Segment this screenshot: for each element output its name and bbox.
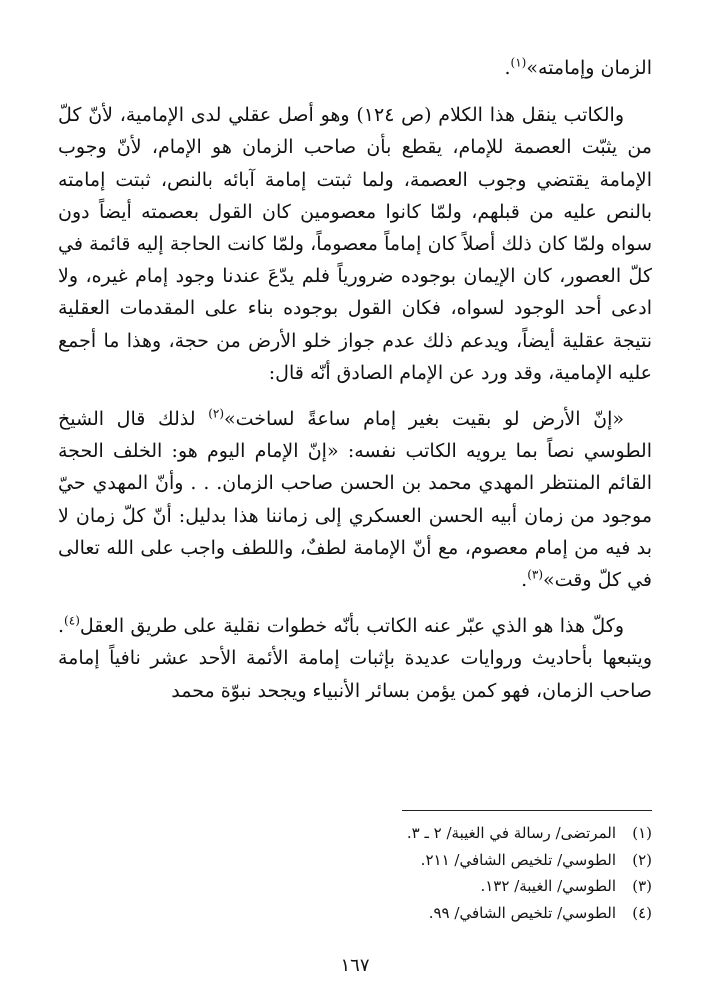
footnote-4 bbox=[58, 900, 652, 927]
paragraph-end: . bbox=[521, 569, 528, 592]
paragraph-continuation bbox=[58, 52, 652, 84]
footnote-number: (٢) bbox=[632, 850, 652, 869]
footnote-ref-4[interactable]: (٤) bbox=[64, 613, 80, 628]
quote-text: «إنّ الأرض لو بقيت بغير إمام ساعةً لساخت» bbox=[224, 408, 624, 431]
footnote-divider bbox=[402, 810, 652, 811]
footnote-text: المرتضى/ رسالة في الغيبة/ ٢ ـ ٣. bbox=[406, 824, 616, 842]
footnote-2 bbox=[58, 847, 652, 874]
footnote-ref-2[interactable]: (٢) bbox=[208, 406, 225, 421]
paragraph-2 bbox=[58, 403, 652, 596]
paragraph-text: الزمان وإمامته» bbox=[526, 57, 652, 79]
footnote-ref-3[interactable]: (٣) bbox=[527, 567, 544, 582]
footnote-1 bbox=[58, 820, 652, 847]
footnote-number: (٤) bbox=[632, 903, 652, 922]
paragraph-3 bbox=[58, 610, 652, 707]
paragraph-end: . bbox=[504, 57, 511, 79]
footnotes-list bbox=[58, 820, 652, 926]
footnote-ref-1[interactable]: (١) bbox=[510, 55, 527, 70]
footnote-text: الطوسي/ الغيبة/ ١٣٢. bbox=[480, 877, 616, 895]
footnote-3 bbox=[58, 873, 652, 900]
paragraph-text-cont: . ويتبعها بأحاديث وروايات عديدة بإثبات إمامة الأئمة الأحد عشر نافياً إمامة صاحب الزمان، فهو كمن يؤمن بسائر الأنبياء ويجحد نبوّة محمد bbox=[58, 615, 652, 702]
footnote-number: (١) bbox=[632, 824, 652, 842]
footnote-number: (٣) bbox=[632, 877, 652, 895]
page-number: ١٦٧ bbox=[340, 955, 370, 976]
paragraph-1: والكاتب ينقل هذا الكلام (ص ١٢٤) وهو أصل عقلي لدى الإمامية، لأنّ كلّ من يثبّت العصمة للإمام، يقطع بأن صاحب الزمان هو الإمام، لأنّ وجوب الإمامة يقتضي وجوب العصمة، ولما ثبتت إمامة آبائه بالنص، ثبتت إمامته بالنص عليه من قبلهم، ولمّا كانوا معصومين كان القول بعصمته أيضاً دون سواه ولمّا كان ذلك أصلاً كان إماماً معصوماً، ولمّا كانت الحاجة إليه قائمة في كلّ العصور، كان الإيمان بوجوده ضرورياً فلم يدّعَ عندنا وجود إمام غيره، ولا ادعى أحد الوجود لسواه، فكان القول بوجوده بناء على المقدمات العقلية نتيجة عقلية أيضاً، ويدعم ذلك عدم جواز خلو الأرض من حجة، وهذا ما أجمع عليه الإمامية، وقد ورد عن الإمام الصادق أنّه قال: bbox=[58, 104, 652, 384]
paragraph-text: لذلك قال الشيخ الطوسي نصاً بما يرويه الكاتب نفسه: «إنّ الإمام اليوم هو: الخلف الحجة القائم المنتظر المهدي محمد بن الحسن صاحب الزمان. . . وأنّ المهدي حيّ موجود من زمان أبيه الحسن العسكري إلى زماننا هذا بدليل: أنّ كلّ زمان لا بد فيه من إمام معصوم، مع أنّ الإمامة لطفٌ، واللطف واجب على الله تعالى في كلّ وقت» bbox=[58, 408, 652, 592]
paragraph-text: وكلّ هذا هو الذي عبّر عنه الكاتب بأنّه خطوات نقلية على طريق العقل bbox=[79, 615, 624, 638]
footnote-text: الطوسي/ تلخيص الشافي/ ٩٩. bbox=[428, 903, 616, 922]
footnote-text: الطوسي/ تلخيص الشافي/ ٢١١. bbox=[420, 850, 616, 869]
